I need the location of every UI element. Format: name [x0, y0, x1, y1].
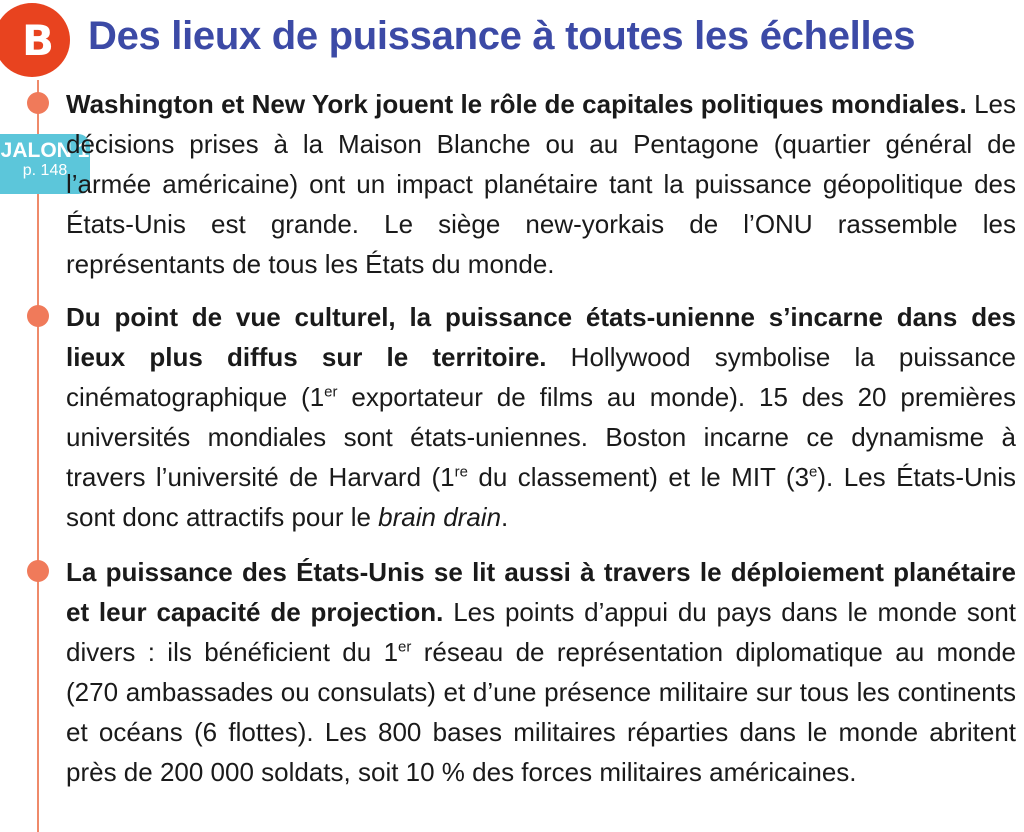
superscript: re — [454, 463, 468, 481]
paragraph-military — [66, 552, 1016, 792]
superscript: er — [324, 383, 338, 401]
paragraph-body: . — [501, 502, 509, 532]
paragraph-culture — [66, 297, 1016, 537]
paragraph-body: Les décisions prises à la Maison Blanche ou au Pentagone (quartier général de l’armée américaine) ont un impact planétaire tant la puissance géopolitique des États-Unis est grande. Le siège new-yorkais de l’ONU rassemble les représentants de tous les États du monde. — [66, 89, 1016, 279]
bullet-dot — [27, 560, 49, 582]
page-title: Des lieux de puissance à toutes les échelles — [88, 14, 916, 58]
italic-term: brain drain — [378, 502, 502, 532]
jalon-page: p. 148 — [22, 162, 68, 179]
bullet-dot — [27, 305, 49, 327]
paragraph-lead: Washington et New York jouent le rôle de capitales politiques mondiales. — [66, 89, 967, 119]
paragraph-body: Hollywood symbolise la puissance cinématographique (1 — [66, 342, 1016, 412]
paragraph-body: réseau de représentation diplomatique au monde (270 ambassades ou consulats) et d’une présence militaire sur tous les continents et océans (6 flottes). Les 800 bases militaires réparties dans le monde abritent près de 200 000 soldats, soit 10 % des forces militaires américaines. — [66, 637, 1017, 787]
bullet-dot — [27, 92, 49, 114]
jalon-label: JALON 1 — [0, 139, 90, 162]
paragraph-body: ). Les États-Unis sont donc attractifs pour le — [66, 462, 1016, 532]
paragraph-body: du classement) et le MIT (3 — [467, 462, 810, 492]
paragraph-lead: La puissance des États-Unis se lit aussi à travers le déploiement planétaire et leur capacité de projection. — [66, 557, 1016, 627]
paragraph-lead: Du point de vue culturel, la puissance états-unienne s’incarne dans des lieux plus diffus sur le territoire. — [66, 302, 1016, 372]
superscript: er — [398, 638, 412, 656]
paragraph-capitals — [66, 84, 1016, 284]
superscript: e — [809, 463, 818, 481]
section-letter: B — [21, 15, 54, 65]
paragraph-body: Les points d’appui du pays dans le monde sont divers : ils bénéficient du 1 — [66, 597, 1017, 667]
paragraph-body: exportateur de films au monde). 15 des 20 premières universités mondiales sont états-uniennes. Boston incarne ce dynamisme à travers l’université de Harvard (1 — [66, 382, 1016, 492]
section-badge — [0, 3, 70, 77]
